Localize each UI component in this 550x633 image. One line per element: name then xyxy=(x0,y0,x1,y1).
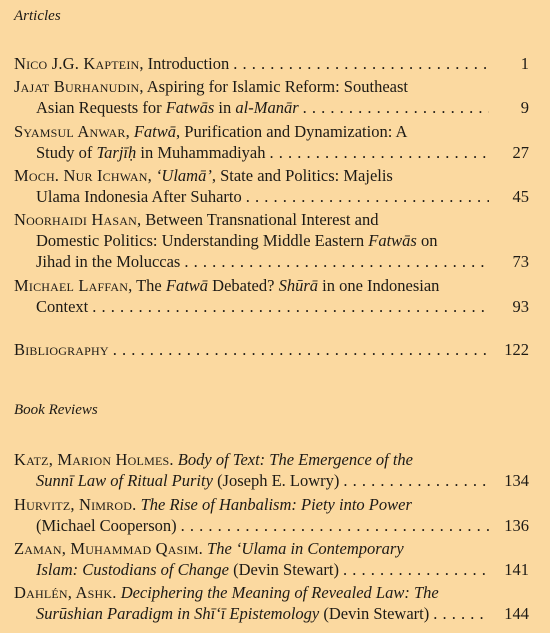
page-number: 141 xyxy=(504,560,529,579)
leader-dots xyxy=(181,515,489,536)
review-author: Hurvitz, Nimrod. xyxy=(14,495,137,514)
entry-title: Asian Requests for xyxy=(36,98,166,117)
entry-title: , Introduction xyxy=(139,54,230,73)
entry-title-italic: Fatwā xyxy=(165,276,209,295)
reviewer: (Michael Cooperson) xyxy=(36,516,177,535)
reviewer: (Devin Stewart) xyxy=(319,604,430,623)
leader-dots xyxy=(343,470,489,491)
author: Nico J.G. Kaptein xyxy=(14,54,140,73)
toc-entry-laffan[interactable] xyxy=(14,275,529,317)
book-title: Islam: Custodians of Change xyxy=(36,560,229,579)
review-author: Dahlén, Ashk. xyxy=(14,583,117,602)
entry-title-italic: ‘Ulamā’ xyxy=(155,166,212,185)
reviewer: (Joseph E. Lowry) xyxy=(212,471,340,490)
toc-entry-ichwan[interactable] xyxy=(14,165,529,207)
review-entry-katz[interactable] xyxy=(14,449,529,491)
entry-title: Jihad in the Moluccas xyxy=(36,252,181,271)
entry-title: , Between Transnational Interest and xyxy=(136,210,379,229)
leader-dots xyxy=(303,97,489,118)
page-number: 134 xyxy=(504,471,529,490)
page-number: 136 xyxy=(504,516,529,535)
entry-title: on xyxy=(416,231,438,250)
leader-dots xyxy=(184,251,489,272)
entry-title: , The xyxy=(128,276,166,295)
toc-entry-bibliography[interactable] xyxy=(14,339,529,360)
entry-title: , xyxy=(147,166,156,185)
entry-title-italic: Fatwās xyxy=(165,98,215,117)
entry-title: , State and Politics: Majelis xyxy=(211,166,393,185)
review-entry-dahlen[interactable] xyxy=(14,582,529,624)
entry-title: in one Indonesian xyxy=(318,276,440,295)
entry-title: Study of xyxy=(36,143,97,162)
entry-title-italic: Fatwās xyxy=(368,231,417,250)
entry-title: Domestic Politics: Understanding Middle Eastern xyxy=(36,231,369,250)
toc-entry-hasan[interactable] xyxy=(14,209,529,272)
book-title: Surūshian Paradigm in Shī‘ī Epistemology xyxy=(36,604,320,623)
review-author: Katz, Marion Holmes. xyxy=(14,450,174,469)
bibliography-label: Bibliography xyxy=(14,340,109,359)
author: Jajat Burhanudin xyxy=(14,77,140,96)
articles-header: Articles xyxy=(14,8,61,24)
review-entry-zaman[interactable] xyxy=(14,538,529,580)
page-number: 73 xyxy=(512,252,529,271)
entry-title: in Muhammadiyah xyxy=(136,143,266,162)
page-number: 144 xyxy=(504,604,529,623)
leader-dots xyxy=(433,603,489,624)
page-number: 9 xyxy=(520,98,529,117)
toc-entry-burhanudin[interactable] xyxy=(14,76,529,118)
entry-title: in xyxy=(214,98,236,117)
author: Noorhaidi Hasan xyxy=(14,210,137,229)
entry-title: Context xyxy=(36,297,89,316)
book-title: Deciphering the Meaning of Revealed Law: The xyxy=(120,583,439,602)
review-author: Zaman, Muhammad Qasim. xyxy=(14,539,203,558)
leader-dots xyxy=(246,186,489,207)
leader-dots xyxy=(113,339,489,360)
review-entry-hurvitz[interactable] xyxy=(14,494,529,536)
entry-title: , Aspiring for Islamic Reform: Southeast xyxy=(139,77,408,96)
toc-entry-anwar[interactable] xyxy=(14,121,529,163)
entry-title-italic: Fatwā xyxy=(133,122,177,141)
book-reviews-header: Book Reviews xyxy=(14,402,98,418)
author: Moch. Nur Ichwan xyxy=(14,166,148,185)
entry-title-italic: al-Manār xyxy=(235,98,299,117)
book-title: Body of Text: The Emergence of the xyxy=(177,450,414,469)
book-title: The ‘Ulama in Contemporary xyxy=(207,539,404,558)
leader-dots xyxy=(343,559,489,580)
entry-title: Debated? xyxy=(208,276,279,295)
entry-title: , Purification and Dynamization: A xyxy=(176,122,408,141)
page-number: 27 xyxy=(512,143,529,162)
book-title: Sunnī Law of Ritual Purity xyxy=(36,471,213,490)
entry-title-italic: Shūrā xyxy=(278,276,318,295)
entry-title: Ulama Indonesia After Suharto xyxy=(36,187,242,206)
toc-entry-kaptein[interactable] xyxy=(14,53,529,74)
leader-dots xyxy=(233,53,489,74)
reviewer: (Devin Stewart) xyxy=(228,560,339,579)
page-number: 93 xyxy=(512,297,529,316)
book-title: The Rise of Hanbalism: Piety into Power xyxy=(140,495,412,514)
leader-dots xyxy=(270,142,489,163)
entry-title: , xyxy=(125,122,134,141)
author: Syamsul Anwar xyxy=(14,122,126,141)
author: Michael Laffan xyxy=(14,276,129,295)
leader-dots xyxy=(92,296,489,317)
page-number: 122 xyxy=(504,340,529,359)
entry-title-italic: Tarjīḥ xyxy=(96,143,137,162)
page-number: 1 xyxy=(520,54,529,73)
page-number: 45 xyxy=(512,187,529,206)
